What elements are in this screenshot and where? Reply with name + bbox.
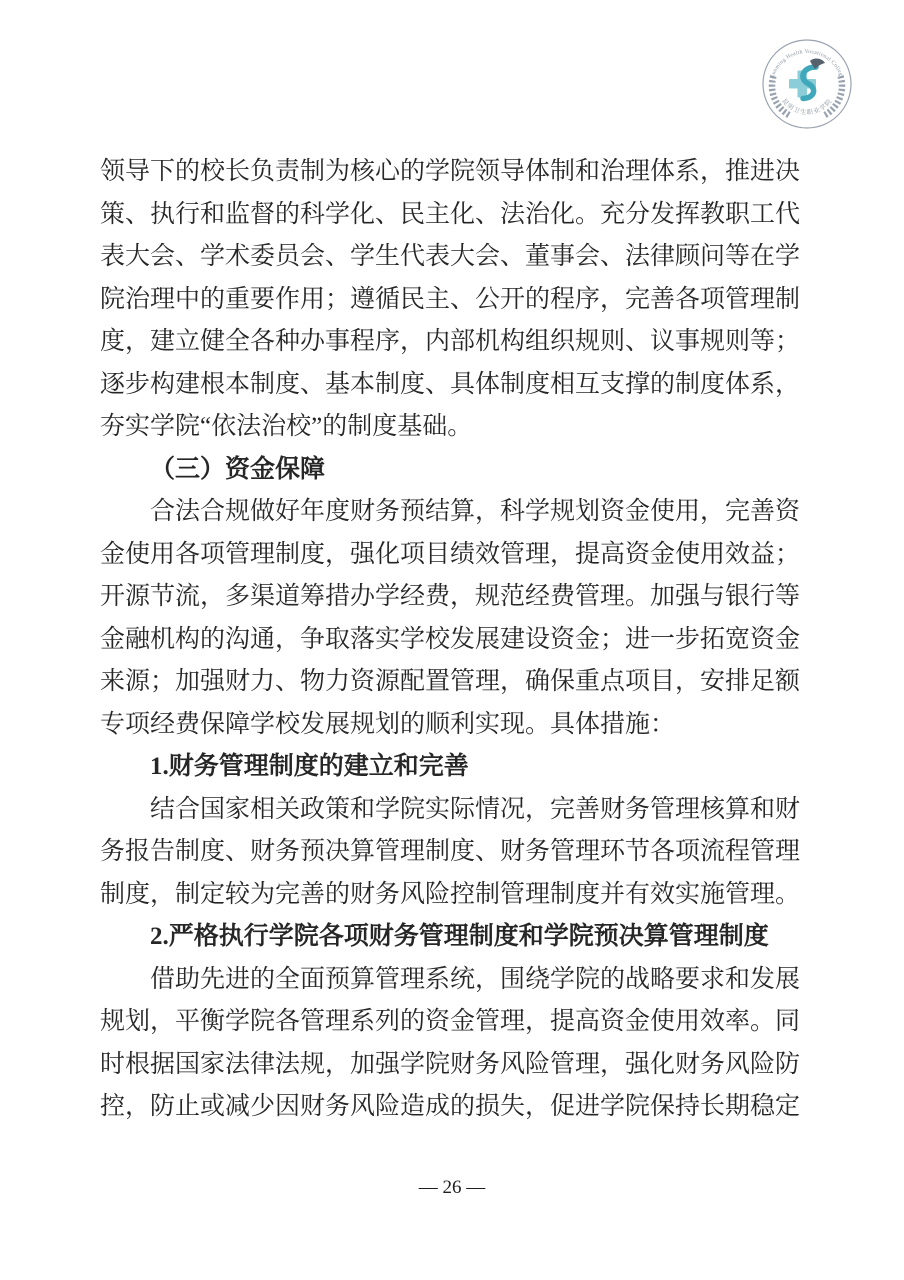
text-line: 逐步构建根本制度、基本制度、具体制度相互支撑的制度体系， xyxy=(100,370,800,398)
subsection-heading-budget-enforcement: 2.严格执行学院各项财务管理制度和学院预决算管理制度 xyxy=(150,923,769,950)
text-line: 来源；加强财力、物力资源配置管理，确保重点项目，安排足额 xyxy=(100,668,800,695)
laurel-wreath-right-icon xyxy=(825,75,842,115)
text-line: 金使用各项管理制度，强化项目绩效管理，提高资金使用效益； xyxy=(100,540,800,568)
text-line: 控，防止或减少因财务风险造成的损失，促进学院保持长期稳定 xyxy=(100,1093,800,1120)
section-heading-funding-guarantee: （三）资金保障 xyxy=(150,455,326,483)
text-line: 务报告制度、财务预决算管理制度、财务管理环节各项流程管理 xyxy=(100,838,800,865)
college-logo xyxy=(761,38,853,130)
text-line: 规划，平衡学院各管理系列的资金管理，提高资金使用效率。同 xyxy=(100,1008,800,1035)
subsection-heading-financial-system: 1.财务管理制度的建立和完善 xyxy=(150,753,469,780)
laurel-wreath-left-icon xyxy=(772,75,789,115)
text-line: 时根据国家法律法规，加强学院财务风险管理，强化财务风险防 xyxy=(100,1050,800,1078)
text-line: 制度，制定较为完善的财务风险控制管理制度并有效实施管理。 xyxy=(100,880,800,908)
text-line: 借助先进的全面预算管理系统，围绕学院的战略要求和发展 xyxy=(150,965,800,993)
text-line: 表大会、学术委员会、学生代表大会、董事会、法律顾问等在学 xyxy=(100,243,800,270)
text-line: 夯实学院“依法治校”的制度基础。 xyxy=(100,413,473,440)
text-line: 度，建立健全各种办事程序，内部机构组织规则、议事规则等； xyxy=(100,328,800,355)
page-footer xyxy=(0,1176,904,1200)
logo-arc-text-chinese: 昆明卫生职业学院 xyxy=(780,97,834,117)
page-number: — 26 — xyxy=(418,1177,486,1198)
text-line: 院治理中的重要作用；遵循民主、公开的程序，完善各项管理制 xyxy=(100,285,800,313)
text-line: 开源节流，多渠道筹措办学经费，规范经费管理。加强与银行等 xyxy=(100,583,800,610)
college-logo-svg xyxy=(761,38,853,130)
text-line: 金融机构的沟通，争取落实学校发展建设资金；进一步拓宽资金 xyxy=(100,625,800,653)
document-body xyxy=(100,151,800,1129)
logo-arc-text-english: Kunming Health Vocational College xyxy=(769,48,845,80)
text-line: 专项经费保障学校发展规划的顺利实现。具体措施： xyxy=(100,710,676,738)
text-line: 领导下的校长负责制为核心的学院领导体制和治理体系，推进决 xyxy=(100,158,800,185)
text-line: 合法合规做好年度财务预结算，科学规划资金使用，完善资 xyxy=(150,498,800,525)
text-line: 结合国家相关政策和学院实际情况，完善财务管理核算和财 xyxy=(150,795,800,823)
text-line: 策、执行和监督的科学化、民主化、法治化。充分发挥教职工代 xyxy=(100,200,800,228)
